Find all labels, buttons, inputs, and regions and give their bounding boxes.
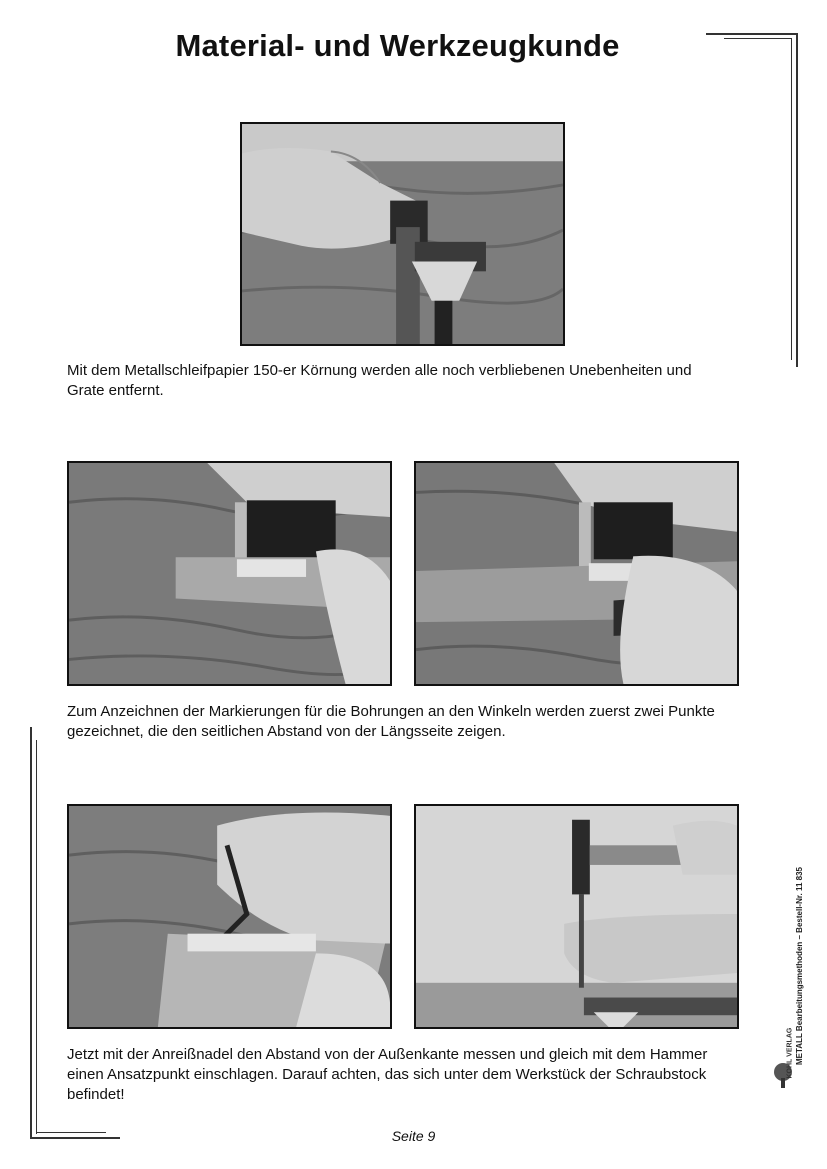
caption-3: Jetzt mit der Anreißnadel den Abstand von der Außenkante messen und gleich mit dem Hammer einen Ansatzpunkt einschlagen. Darauf achten, das sich unter dem Werkstück der Schraubstock befindet!: [67, 1046, 708, 1103]
frame-left-line: [30, 727, 32, 1139]
publisher-logo: [768, 1060, 798, 1090]
photo-sanding: [240, 122, 565, 346]
sidebar-order: Bestell-Nr. 11 835: [795, 866, 804, 933]
caption-1: Mit dem Metallschleifpapier 150-er Körnung werden alle noch verbliebenen Unebenheiten und Grate entfernt.: [67, 362, 692, 399]
page-number: Seite 9: [391, 1128, 436, 1144]
frame-left-line-inner: [36, 740, 37, 1134]
sidebar-line1: METALL: [795, 1033, 804, 1065]
frame-right-line: [796, 33, 798, 367]
page-title: Material- und Werkzeugkunde: [175, 28, 620, 63]
sidebar-info: METALL Bearbeitungsmethoden – Bestell-Nr. 11 835: [795, 866, 804, 1065]
photo-marking-left: [67, 461, 392, 686]
photo-scribing: [67, 804, 392, 1029]
caption-2: Zum Anzeichnen der Markierungen für die Bohrungen an den Winkeln werden zuerst zwei Punkte gezeichnet, die den seitlichen Abstand von der Längsseite zeigen.: [67, 703, 715, 740]
publisher-name: KOHL VERLAG: [786, 1027, 794, 1079]
sidebar-line2: Bearbeitungsmethoden: [795, 941, 804, 1032]
photo-marking-right: [414, 461, 739, 686]
frame-right-line-inner: [791, 38, 792, 360]
photo-hammering: [414, 804, 739, 1029]
